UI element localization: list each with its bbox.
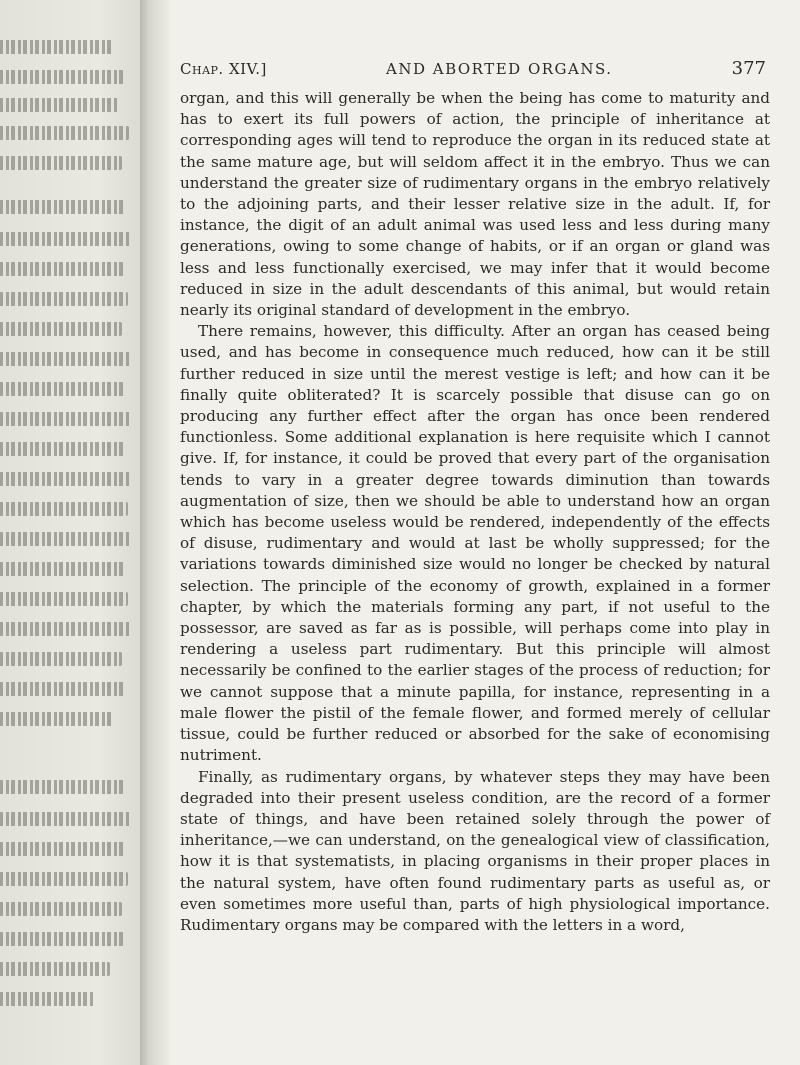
body-text bbox=[180, 88, 770, 936]
facing-text-line bbox=[0, 532, 130, 546]
facing-text-line bbox=[0, 126, 129, 140]
facing-text-line bbox=[0, 352, 130, 366]
facing-text-line bbox=[0, 292, 128, 306]
facing-text-line bbox=[0, 382, 126, 396]
running-head bbox=[180, 58, 766, 79]
paragraph: organ, and this will generally be when the being has come to maturity and has to exert its full powers of action, the principle of inheritance at corresponding ages will tend to reproduce the organ in its reduced state at the same mature age, but will seldom affect it in the embryo. Thus we can understand the greater size of rudimentary organs in the embryo relatively to the adjoining parts, and their lesser relative size in the adult. If, for instance, the digit of an adult animal was used less and less during many generations, owing to some change of habits, or if an organ or gland was less and less functionally exercised, we may infer that it would become reduced in size in the adult descendants of this animal, but would retain nearly its original standard of development in the embryo. bbox=[180, 89, 770, 320]
facing-text-line bbox=[0, 932, 124, 946]
facing-text-line bbox=[0, 40, 114, 54]
facing-text-line bbox=[0, 472, 130, 486]
page-number: 377 bbox=[731, 58, 766, 79]
facing-text-line bbox=[0, 442, 124, 456]
facing-text-line bbox=[0, 98, 119, 112]
book-page bbox=[170, 0, 800, 1065]
facing-text-line bbox=[0, 992, 94, 1006]
facing-text-line bbox=[0, 962, 110, 976]
facing-text-line bbox=[0, 156, 122, 170]
facing-text-line bbox=[0, 322, 122, 336]
chapter-label: Chap. XIV.] bbox=[180, 60, 267, 78]
facing-text-line bbox=[0, 412, 130, 426]
facing-text-line bbox=[0, 200, 126, 214]
facing-text-line bbox=[0, 812, 130, 826]
facing-text-line bbox=[0, 262, 124, 276]
facing-page-bleed bbox=[0, 0, 140, 1065]
facing-text-line bbox=[0, 872, 128, 886]
facing-text-line bbox=[0, 842, 126, 856]
facing-text-line bbox=[0, 592, 128, 606]
paragraph: There remains, however, this difficulty. After an organ has ceased being used, and has become in consequence much reduced, how can it be still further reduced in size until the merest vestige is left; and how can it be finally quite obliterated? It is scarcely possible that disuse can go on producing any further effect after the organ has once been rendered functionless. Some additional explanation is here requisite which I cannot give. If, for instance, it could be proved that every part of the organisation tends to vary in a greater degree towards diminution than towards augmentation of size, then we should be able to understand how an organ which has become useless would be rendered, independently of the effects of disuse, rudimentary and would at last be wholly suppressed; for the variations towards diminished size would no longer be checked by natural selection. The principle of the economy of growth, explained in a former chapter, by which the materials forming any part, if not useful to the possessor, are saved as far as is possible, will perhaps come into play in rendering a useless part rudimentary. But this principle will almost necessarily be confined to the earlier stages of the process of reduction; for we cannot suppose that a minute papilla, for instance, representing in a male flower the pistil of the female flower, and formed merely of cellular tissue, could be further reduced or absorbed for the sake of economising nutriment. bbox=[180, 322, 770, 765]
facing-text-line bbox=[0, 622, 130, 636]
book-gutter bbox=[140, 0, 170, 1065]
facing-text-line bbox=[0, 232, 130, 246]
paragraph: Finally, as rudimentary organs, by whatever steps they may have been degraded into their present useless condition, are the record of a former state of things, and have been retained solely through the power of inheritance,—we can understand, on the genealogical view of classification, how it is that systematists, in placing organisms in their proper places in the natural system, have often found rudimentary parts as useful as, or even sometimes more useful than, parts of high physiological importance. Rudimentary organs may be compared with the letters in a word, bbox=[180, 767, 770, 934]
facing-text-line bbox=[0, 502, 128, 516]
section-title: AND ABORTED ORGANS. bbox=[386, 60, 613, 78]
facing-text-line bbox=[0, 902, 122, 916]
facing-text-line bbox=[0, 712, 114, 726]
facing-text-line bbox=[0, 562, 124, 576]
facing-text-line bbox=[0, 652, 122, 666]
facing-text-line bbox=[0, 780, 124, 794]
facing-text-line bbox=[0, 70, 124, 84]
facing-text-line bbox=[0, 682, 126, 696]
